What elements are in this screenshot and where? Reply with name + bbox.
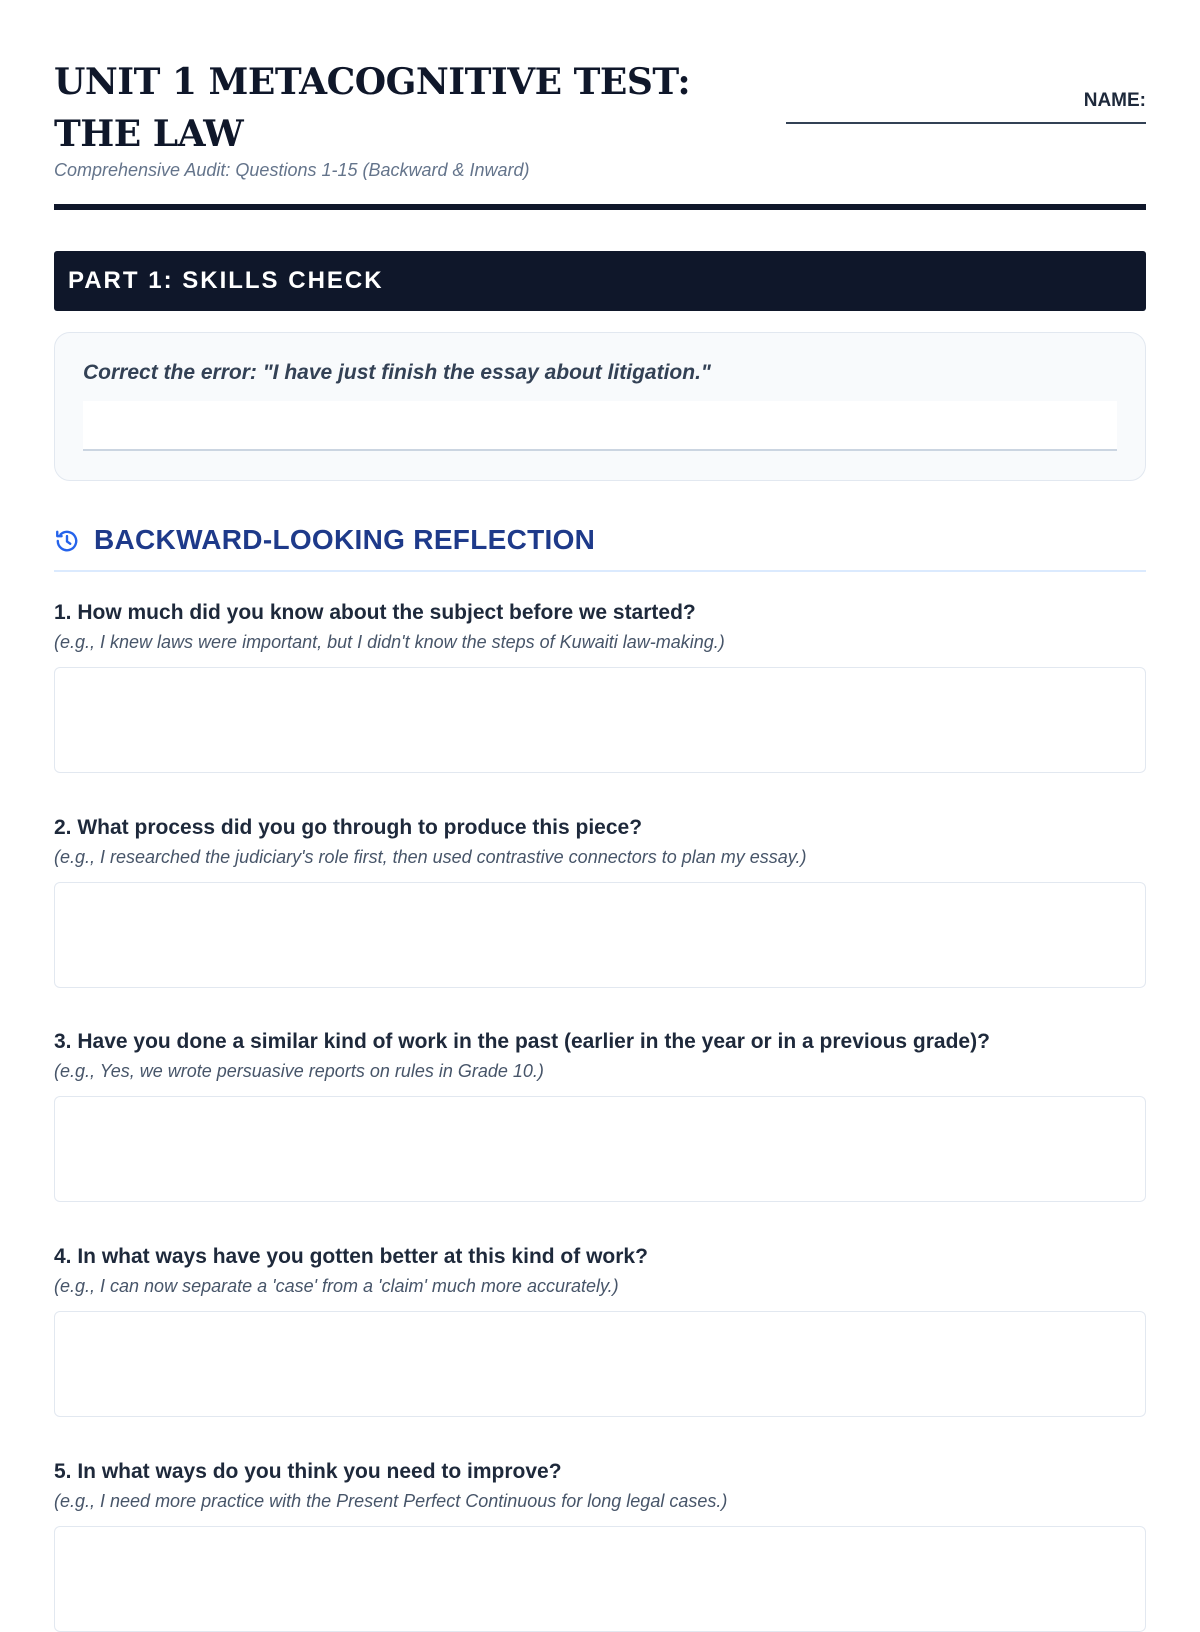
- answer-textarea-1[interactable]: [54, 667, 1146, 773]
- section-title: BACKWARD-LOOKING REFLECTION: [94, 524, 596, 555]
- name-label: NAME:: [1083, 90, 1146, 111]
- question-5: [54, 1459, 1146, 1632]
- question-4: [54, 1244, 1146, 1417]
- worksheet-header: [54, 0, 1146, 180]
- question-example: (e.g., I can now separate a 'case' from a 'claim' much more accurately.): [54, 1276, 619, 1296]
- backward-reflection-header: [54, 524, 1146, 572]
- question-text: 1. How much did you know about the subject before we started?: [54, 601, 696, 624]
- answer-textarea-5[interactable]: [54, 1526, 1146, 1632]
- question-1: [54, 600, 1146, 773]
- skills-check-card: [54, 332, 1146, 481]
- question-3: [54, 1029, 1146, 1202]
- part-1-banner: PART 1: SKILLS CHECK: [54, 251, 1146, 311]
- history-icon: [54, 528, 80, 554]
- page-title: UNIT 1 METACOGNITIVE TEST: THE LAW: [54, 61, 691, 155]
- name-line[interactable]: [786, 122, 1146, 124]
- question-text: 2. What process did you go through to produce this piece?: [54, 816, 643, 839]
- answer-textarea-3[interactable]: [54, 1096, 1146, 1202]
- question-example: (e.g., I need more practice with the Present Perfect Continuous for long legal cases.): [54, 1491, 728, 1511]
- answer-textarea-2[interactable]: [54, 882, 1146, 988]
- question-2: [54, 815, 1146, 988]
- question-text: 4. In what ways have you gotten better at this kind of work?: [54, 1245, 648, 1268]
- question-text: 3. Have you done a similar kind of work in the past (earlier in the year or in a previous grade)?: [54, 1030, 990, 1053]
- question-text: 5. In what ways do you think you need to improve?: [54, 1460, 562, 1483]
- question-example: (e.g., I knew laws were important, but I didn't know the steps of Kuwaiti law-making.): [54, 632, 725, 652]
- skills-check-prompt: Correct the error: "I have just finish the essay about litigation.": [83, 361, 711, 384]
- page-subtitle: Comprehensive Audit: Questions 1-15 (Backward & Inward): [54, 160, 530, 180]
- skills-check-answer-input[interactable]: [83, 401, 1117, 451]
- header-divider: [54, 204, 1146, 210]
- answer-textarea-4[interactable]: [54, 1311, 1146, 1417]
- name-block: [786, 90, 1146, 124]
- question-example: (e.g., Yes, we wrote persuasive reports on rules in Grade 10.): [54, 1061, 544, 1081]
- question-example: (e.g., I researched the judiciary's role first, then used contrastive connectors to plan my essay.): [54, 847, 807, 867]
